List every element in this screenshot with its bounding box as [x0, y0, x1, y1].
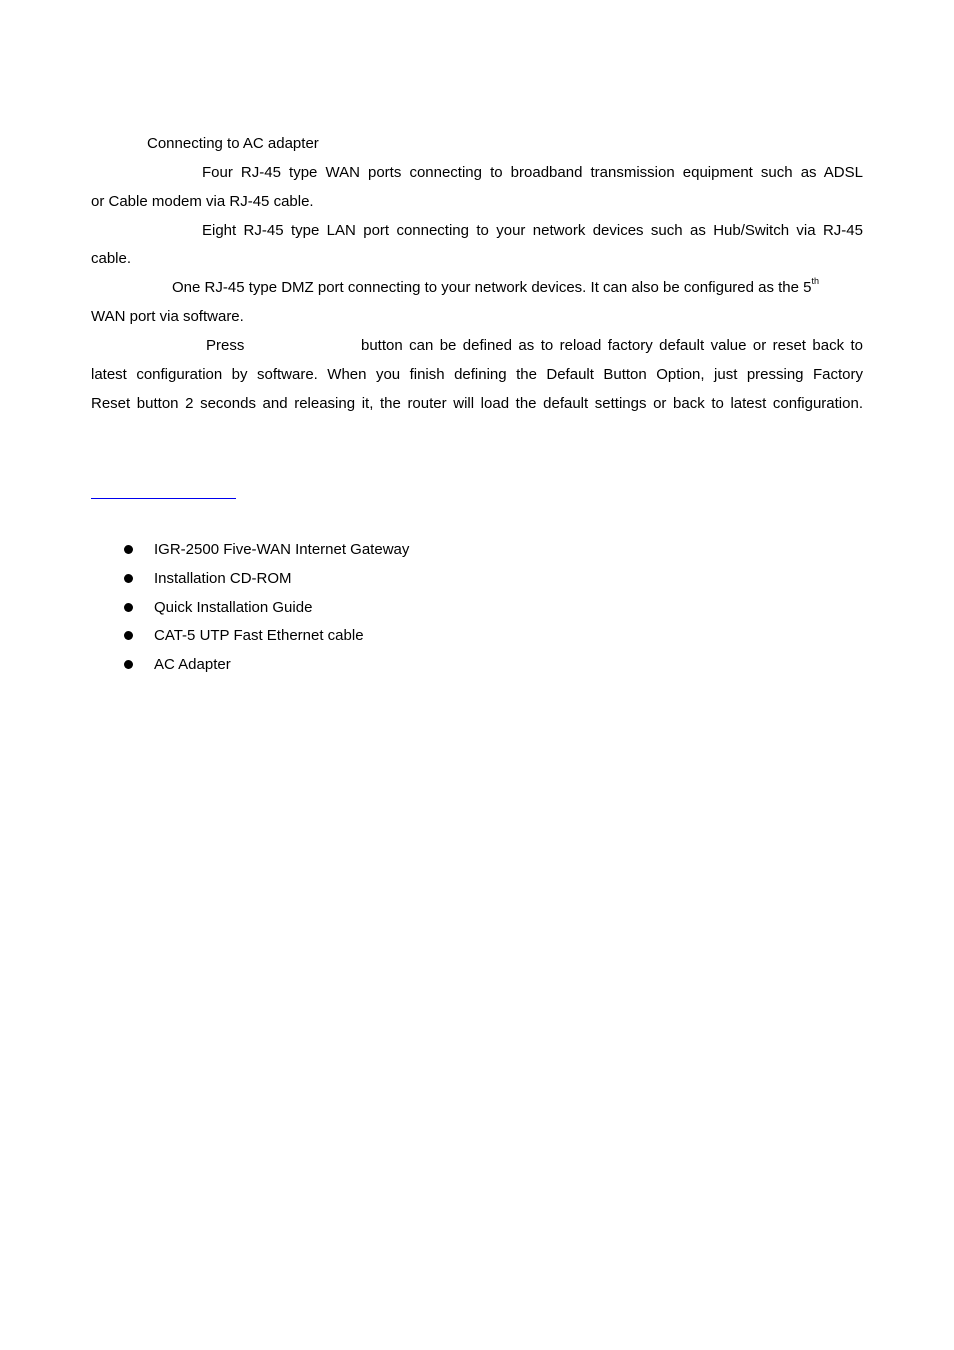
- power-description: Connecting to AC adapter: [147, 135, 319, 152]
- lan-description-line1: Eight RJ-45 type LAN port connecting to your network devices such as Hub/Switch via RJ-45: [202, 222, 863, 239]
- bullet-icon: [124, 631, 133, 640]
- list-item-label: Quick Installation Guide: [154, 598, 313, 616]
- bullet-icon: [124, 660, 133, 669]
- dmz-superscript: th: [811, 276, 820, 286]
- lan-description-line2: cable.: [91, 250, 132, 267]
- reset-description-line3: Reset button 2 seconds and releasing it, the router will load the default settings or back to latest configuration.: [91, 395, 863, 412]
- dmz-description-line1: [172, 276, 820, 297]
- section-heading-underline: [91, 498, 236, 499]
- dmz-description-text: One RJ-45 type DMZ port connecting to your network devices. It can also be configured as the 5: [172, 279, 812, 296]
- list-item-label: AC Adapter: [154, 656, 231, 674]
- reset-description-line1: button can be defined as to reload factory default value or reset back to: [361, 337, 863, 354]
- list-item-label: IGR-2500 Five-WAN Internet Gateway: [154, 541, 410, 558]
- bullet-icon: [124, 603, 133, 612]
- wan-description-line2: or Cable modem via RJ-45 cable.: [91, 193, 314, 210]
- wan-description-line1: Four RJ-45 type WAN ports connecting to broadband transmission equipment such as ADSL: [202, 164, 863, 181]
- reset-description-line2: latest configuration by software. When you finish defining the Default Button Option, just pressing Factory: [91, 366, 863, 383]
- list-item-label: Installation CD-ROM: [154, 569, 292, 587]
- reset-press-word: Press: [206, 337, 245, 354]
- list-item-label: CAT-5 UTP Fast Ethernet cable: [154, 627, 364, 645]
- dmz-description-line2: WAN port via software.: [91, 308, 244, 325]
- bullet-icon: [124, 545, 133, 554]
- bullet-icon: [124, 574, 133, 583]
